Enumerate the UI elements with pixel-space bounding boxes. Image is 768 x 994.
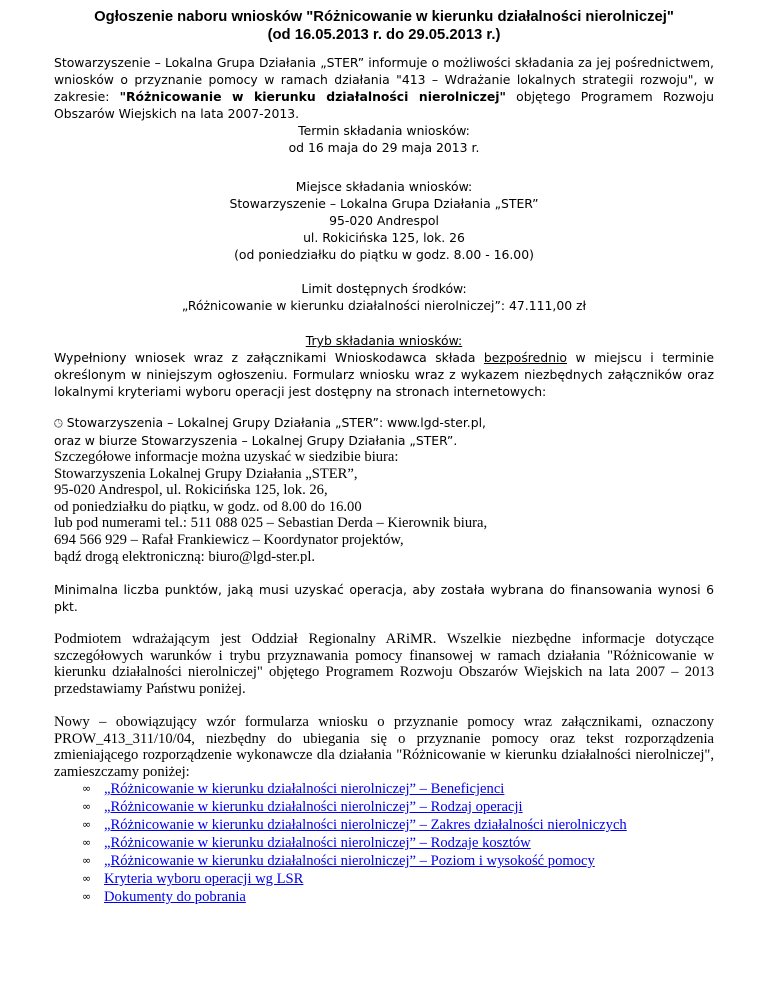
contact-detail-line: 95-020 Andrespol, ul. Rokicińska 125, lok. 26,: [54, 482, 328, 499]
list-item: [54, 780, 714, 798]
link-poziom-pomocy[interactable]: „Różnicowanie w kierunku działalności nierolniczej” – Poziom i wysokość pomocy: [104, 853, 595, 869]
contact-details: [54, 449, 714, 565]
contact-detail-line: bądź drogą elektroniczną: biuro@lgd-ster.pl.: [54, 548, 316, 565]
website-line: 🕒︎ Stowarzyszenia – Lokalnej Grupy Działania „STER”: www.lgd-ster.pl,: [54, 415, 486, 430]
page-title: [40, 8, 728, 44]
contact-detail-line: Szczegółowe informacje można uzyskać w siedzibie biura:: [54, 449, 399, 465]
direct-underlined: bezpośrednio: [483, 350, 567, 365]
documents-list: [54, 780, 714, 906]
infinity-bullet-icon: ∞: [82, 818, 92, 831]
infinity-bullet-icon: ∞: [82, 836, 92, 849]
list-item: [54, 852, 714, 870]
contact-detail-line: 694 566 929 – Rafał Frankiewicz – Koordynator projektów,: [54, 531, 404, 548]
contact-detail-line: od poniedziałku do piątku, w godz. od 8.00 do 16.00: [54, 498, 362, 515]
place-name: Stowarzyszenie – Lokalna Grupa Działania „STER”: [229, 196, 539, 211]
contact-detail-line: Stowarzyszenia Lokalnej Grupy Działania „STER”,: [54, 465, 358, 482]
list-item: [54, 870, 714, 888]
contact-web-lines: [54, 414, 714, 449]
infinity-bullet-icon: ∞: [82, 872, 92, 885]
infinity-bullet-icon: ∞: [82, 782, 92, 795]
infinity-bullet-icon: ∞: [82, 800, 92, 813]
mode-paragraph: Wypełniony wniosek wraz z załącznikami Wnioskodawca składa bezpośrednio w miejscu i terminie określonym w niniejszym ogłoszeniu. Formularz wniosku wraz z wykazem niezbędnych załączników oraz lokalnymi kryteriami wyboru operacji jest dostępny na stronach internetowych:: [54, 350, 714, 399]
place-street: ul. Rokicińska 125, lok. 26: [303, 230, 465, 245]
funds-label: Limit dostępnych środków:: [301, 281, 467, 296]
place-postal: 95-020 Andrespol: [329, 213, 439, 228]
form-note-paragraph: Nowy – obowiązujący wzór formularza wniosku o przyznanie pomocy wraz załącznikami, oznaczony PROW_413_311/10/04, niezbędny do ubiegania się o przyznanie pomocy oraz tekst rozporządzenia zmieniającego rozporządzenie wykonawcze dla działania "Różnicowanie w kierunku działalności nierolniczej", zamieszczamy poniżej:: [54, 714, 714, 780]
list-item: [54, 798, 714, 816]
arimr-paragraph: Podmiotem wdrażającym jest Oddział Regionalny ARiMR. Wszelkie niezbędne informacje dotyczące szczegółowych warunków i trybu przyznawania pomocy finansowej w ramach działania "Różnicowanie w kierunku działalności nierolniczej" objętego Programem Rozwoju Obszarów Wiejskich na lata 2007 – 2013 przedstawiamy Państwu poniżej.: [54, 631, 714, 697]
funds-value: „Różnicowanie w kierunku działalności nierolniczej”: 47.111,00 zł: [181, 298, 587, 313]
list-item: [54, 816, 714, 834]
place-label: Miejsce składania wniosków:: [295, 179, 473, 194]
link-dokumenty[interactable]: Dokumenty do pobrania: [104, 889, 246, 905]
place-hours: (od poniedziałku do piątku w godz. 8.00 - 16.00): [234, 247, 534, 262]
funds-section: [54, 280, 714, 314]
action-name-bold: "Różnicowanie w kierunku działalności nierolniczej": [119, 89, 506, 104]
deadline-label: Termin składania wniosków:: [298, 123, 470, 138]
infinity-bullet-icon: ∞: [82, 854, 92, 867]
list-item: [54, 834, 714, 852]
clock-icon: 🕒︎: [54, 417, 63, 430]
deadline-section: [54, 122, 714, 156]
title-line-2: (od 16.05.2013 r. do 29.05.2013 r.): [267, 27, 501, 43]
link-rodzaje-kosztow[interactable]: „Różnicowanie w kierunku działalności nierolniczej” – Rodzaje kosztów: [104, 835, 531, 851]
title-line-1: Ogłoszenie naboru wniosków "Różnicowanie w kierunku działalności nierolniczej": [94, 9, 674, 25]
link-rodzaj-operacji[interactable]: „Różnicowanie w kierunku działalności nierolniczej” – Rodzaj operacji: [104, 799, 523, 815]
mode-heading: Tryb składania wniosków:: [305, 333, 463, 348]
link-kryteria-wyboru[interactable]: Kryteria wyboru operacji wg LSR: [104, 871, 304, 887]
intro-paragraph: Stowarzyszenie – Lokalna Grupa Działania „STER” informuje o możliwości składania za jej pośrednictwem, wniosków o przyznanie pomocy w ramach działania "413 – Wdrażanie lokalnych strategii rozwoju", w zakresie: "Różnicowanie w kierunku działalności nierolniczej" objętego Programem Rozwoju Obszarów Wiejskich na lata 2007-2013.: [54, 55, 714, 121]
place-section: [54, 178, 714, 263]
link-zakres-dzialalnosci[interactable]: „Różnicowanie w kierunku działalności nierolniczej” – Zakres działalności nierolniczych: [104, 817, 627, 833]
contact-detail-line: lub pod numerami tel.: 511 088 025 – Sebastian Derda – Kierownik biura,: [54, 515, 488, 532]
min-points-paragraph: Minimalna liczba punktów, jaką musi uzyskać operacja, aby została wybrana do finansowania wynosi 6 pkt.: [54, 582, 714, 614]
infinity-bullet-icon: ∞: [82, 890, 92, 903]
office-line: oraz w biurze Stowarzyszenia – Lokalnej Grupy Działania „STER”.: [54, 433, 458, 448]
deadline-value: od 16 maja do 29 maja 2013 r.: [288, 140, 480, 155]
list-item: [54, 888, 714, 906]
link-beneficjenci[interactable]: „Różnicowanie w kierunku działalności nierolniczej” – Beneficjenci: [104, 781, 505, 797]
